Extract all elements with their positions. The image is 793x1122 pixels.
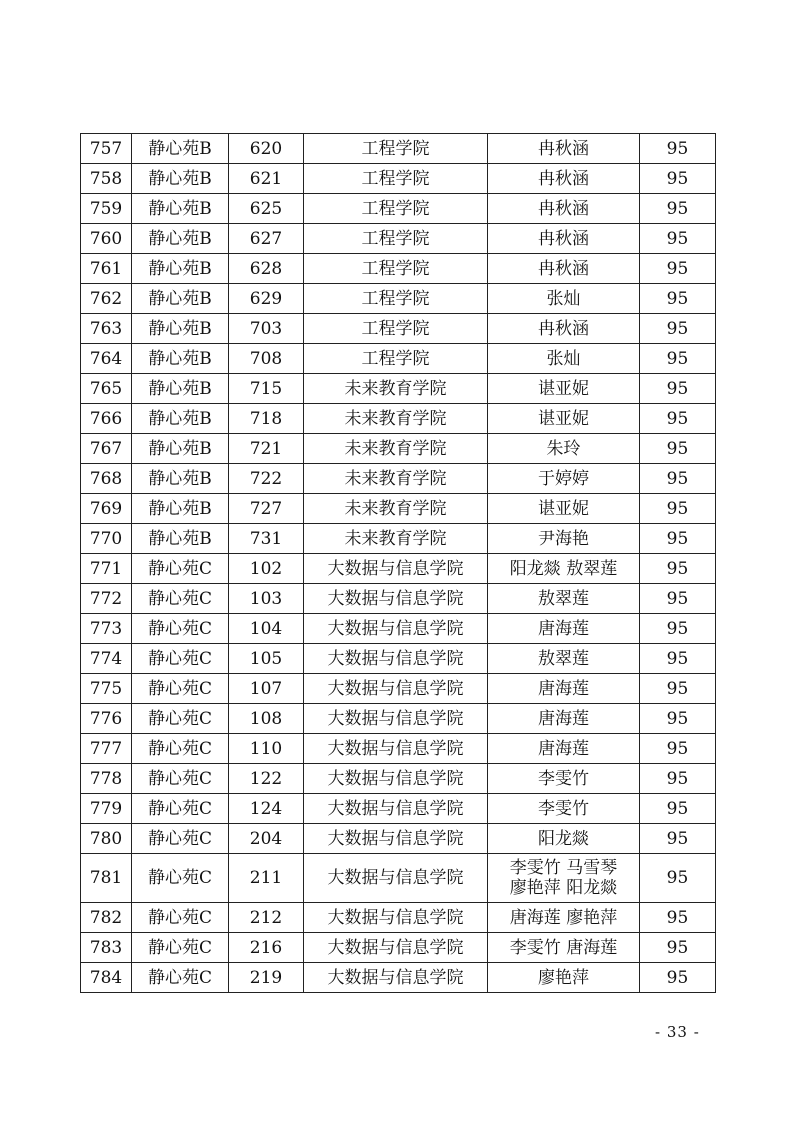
row-number-cell: 770 (81, 524, 132, 554)
table-row (81, 434, 716, 464)
building-cell: 静心苑C (132, 584, 229, 614)
staff-names-cell (488, 344, 640, 374)
table-row (81, 963, 716, 993)
room-cell: 219 (229, 963, 304, 993)
staff-name-line: 廖艳萍 阳龙燚 (509, 878, 618, 898)
room-cell: 124 (229, 794, 304, 824)
row-number-cell: 765 (81, 374, 132, 404)
staff-names-cell (488, 554, 640, 584)
staff-name-line: 冉秋涵 (538, 168, 589, 189)
score-cell: 95 (640, 614, 716, 644)
table-row (81, 314, 716, 344)
staff-names-cell (488, 464, 640, 494)
college-cell: 未来教育学院 (304, 464, 488, 494)
row-number-cell: 764 (81, 344, 132, 374)
college-cell: 大数据与信息学院 (304, 554, 488, 584)
score-cell: 95 (640, 734, 716, 764)
table-row (81, 164, 716, 194)
college-cell: 大数据与信息学院 (304, 794, 488, 824)
staff-name-line: 阳龙燚 敖翠莲 (509, 558, 618, 579)
building-cell: 静心苑C (132, 554, 229, 584)
building-cell: 静心苑B (132, 164, 229, 194)
staff-name-line: 谌亚妮 (538, 378, 589, 399)
staff-names-cell (488, 404, 640, 434)
college-cell: 大数据与信息学院 (304, 824, 488, 854)
staff-names-cell (488, 584, 640, 614)
row-number-cell: 761 (81, 254, 132, 284)
building-cell: 静心苑B (132, 404, 229, 434)
score-cell: 95 (640, 584, 716, 614)
staff-name-line: 冉秋涵 (538, 258, 589, 279)
building-cell: 静心苑B (132, 314, 229, 344)
staff-name-line: 廖艳萍 (538, 967, 589, 988)
college-cell: 工程学院 (304, 344, 488, 374)
score-cell: 95 (640, 224, 716, 254)
staff-names-cell (488, 524, 640, 554)
row-number-cell: 783 (81, 933, 132, 963)
score-cell: 95 (640, 494, 716, 524)
staff-names-cell (488, 164, 640, 194)
room-cell: 731 (229, 524, 304, 554)
score-cell: 95 (640, 554, 716, 584)
row-number-cell: 769 (81, 494, 132, 524)
building-cell: 静心苑C (132, 963, 229, 993)
staff-names-cell (488, 614, 640, 644)
score-cell: 95 (640, 374, 716, 404)
college-cell: 工程学院 (304, 134, 488, 164)
row-number-cell: 777 (81, 734, 132, 764)
college-cell: 大数据与信息学院 (304, 584, 488, 614)
staff-names-cell (488, 284, 640, 314)
staff-name-line: 敖翠莲 (538, 588, 589, 609)
staff-names-cell (488, 134, 640, 164)
room-cell: 718 (229, 404, 304, 434)
college-cell: 大数据与信息学院 (304, 704, 488, 734)
building-cell: 静心苑C (132, 644, 229, 674)
staff-names-cell (488, 933, 640, 963)
building-cell: 静心苑B (132, 134, 229, 164)
college-cell: 工程学院 (304, 254, 488, 284)
staff-names-cell (488, 854, 640, 903)
table-row (81, 584, 716, 614)
building-cell: 静心苑C (132, 854, 229, 903)
row-number-cell: 767 (81, 434, 132, 464)
row-number-cell: 760 (81, 224, 132, 254)
staff-names-cell (488, 674, 640, 704)
building-cell: 静心苑B (132, 284, 229, 314)
row-number-cell: 771 (81, 554, 132, 584)
score-cell: 95 (640, 344, 716, 374)
row-number-cell: 768 (81, 464, 132, 494)
staff-names-cell (488, 254, 640, 284)
staff-name-line: 尹海艳 (538, 528, 589, 549)
staff-name-line: 李雯竹 马雪琴 (509, 858, 618, 878)
room-cell: 110 (229, 734, 304, 764)
room-cell: 212 (229, 903, 304, 933)
row-number-cell: 762 (81, 284, 132, 314)
college-cell: 工程学院 (304, 164, 488, 194)
building-cell: 静心苑C (132, 674, 229, 704)
building-cell: 静心苑B (132, 224, 229, 254)
staff-name-line: 唐海莲 (538, 708, 589, 729)
college-cell: 未来教育学院 (304, 374, 488, 404)
row-number-cell: 778 (81, 764, 132, 794)
college-cell: 大数据与信息学院 (304, 674, 488, 704)
table-row (81, 903, 716, 933)
staff-names-cell (488, 374, 640, 404)
table-row (81, 933, 716, 963)
row-number-cell: 757 (81, 134, 132, 164)
college-cell: 工程学院 (304, 314, 488, 344)
table-row (81, 794, 716, 824)
table-row (81, 614, 716, 644)
row-number-cell: 775 (81, 674, 132, 704)
score-cell: 95 (640, 933, 716, 963)
staff-name-line: 李雯竹 唐海莲 (509, 937, 618, 958)
staff-name-line: 朱玲 (546, 438, 581, 459)
building-cell: 静心苑C (132, 764, 229, 794)
staff-name-line: 李雯竹 (538, 768, 589, 789)
staff-name-line: 阳龙燚 (538, 828, 589, 849)
room-cell: 703 (229, 314, 304, 344)
college-cell: 大数据与信息学院 (304, 644, 488, 674)
building-cell: 静心苑C (132, 704, 229, 734)
staff-name-line: 唐海莲 (538, 738, 589, 759)
building-cell: 静心苑B (132, 464, 229, 494)
building-cell: 静心苑B (132, 254, 229, 284)
building-cell: 静心苑C (132, 614, 229, 644)
room-cell: 216 (229, 933, 304, 963)
staff-names-cell (488, 314, 640, 344)
table-row (81, 644, 716, 674)
room-cell: 722 (229, 464, 304, 494)
college-cell: 大数据与信息学院 (304, 933, 488, 963)
score-cell: 95 (640, 674, 716, 704)
staff-name-line: 李雯竹 (538, 798, 589, 819)
table-row (81, 494, 716, 524)
room-cell: 628 (229, 254, 304, 284)
building-cell: 静心苑C (132, 794, 229, 824)
staff-names-cell (488, 824, 640, 854)
room-cell: 627 (229, 224, 304, 254)
table-row (81, 554, 716, 584)
room-cell: 721 (229, 434, 304, 464)
room-cell: 629 (229, 284, 304, 314)
staff-names-cell (488, 434, 640, 464)
score-cell: 95 (640, 644, 716, 674)
room-cell: 122 (229, 764, 304, 794)
table-row (81, 854, 716, 903)
row-number-cell: 784 (81, 963, 132, 993)
staff-name-line: 于婷婷 (538, 468, 589, 489)
college-cell: 未来教育学院 (304, 434, 488, 464)
room-cell: 103 (229, 584, 304, 614)
table-row (81, 404, 716, 434)
staff-names-cell (488, 734, 640, 764)
staff-name-line: 冉秋涵 (538, 138, 589, 159)
room-cell: 625 (229, 194, 304, 224)
table-row (81, 344, 716, 374)
score-cell: 95 (640, 794, 716, 824)
score-cell: 95 (640, 524, 716, 554)
staff-name-line: 冉秋涵 (538, 198, 589, 219)
room-cell: 211 (229, 854, 304, 903)
staff-name-line: 谌亚妮 (538, 498, 589, 519)
room-cell: 102 (229, 554, 304, 584)
row-number-cell: 773 (81, 614, 132, 644)
building-cell: 静心苑C (132, 933, 229, 963)
staff-names-cell (488, 704, 640, 734)
score-cell: 95 (640, 314, 716, 344)
row-number-cell: 782 (81, 903, 132, 933)
table-row (81, 764, 716, 794)
building-cell: 静心苑C (132, 734, 229, 764)
building-cell: 静心苑B (132, 374, 229, 404)
room-cell: 107 (229, 674, 304, 704)
room-cell: 104 (229, 614, 304, 644)
building-cell: 静心苑C (132, 824, 229, 854)
row-number-cell: 763 (81, 314, 132, 344)
staff-name-line: 冉秋涵 (538, 228, 589, 249)
room-cell: 105 (229, 644, 304, 674)
table-row (81, 674, 716, 704)
staff-names-cell (488, 224, 640, 254)
table-row (81, 524, 716, 554)
table-body (81, 134, 716, 993)
staff-name-line: 张灿 (546, 348, 581, 369)
score-cell: 95 (640, 764, 716, 794)
staff-names-cell (488, 494, 640, 524)
room-cell: 715 (229, 374, 304, 404)
staff-name-line: 张灿 (546, 288, 581, 309)
score-cell: 95 (640, 164, 716, 194)
building-cell: 静心苑B (132, 494, 229, 524)
page-number: - 33 - (655, 1023, 700, 1041)
table-row (81, 464, 716, 494)
score-cell: 95 (640, 464, 716, 494)
row-number-cell: 774 (81, 644, 132, 674)
row-number-cell: 776 (81, 704, 132, 734)
college-cell: 工程学院 (304, 194, 488, 224)
row-number-cell: 758 (81, 164, 132, 194)
table-row (81, 224, 716, 254)
score-cell: 95 (640, 254, 716, 284)
table-row (81, 734, 716, 764)
room-cell: 204 (229, 824, 304, 854)
score-cell: 95 (640, 963, 716, 993)
building-cell: 静心苑B (132, 344, 229, 374)
row-number-cell: 781 (81, 854, 132, 903)
table-row (81, 374, 716, 404)
college-cell: 工程学院 (304, 284, 488, 314)
staff-name-line: 冉秋涵 (538, 318, 589, 339)
building-cell: 静心苑C (132, 903, 229, 933)
staff-names-cell (488, 963, 640, 993)
staff-name-line: 谌亚妮 (538, 408, 589, 429)
staff-names-cell (488, 644, 640, 674)
building-cell: 静心苑B (132, 194, 229, 224)
college-cell: 大数据与信息学院 (304, 963, 488, 993)
score-cell: 95 (640, 434, 716, 464)
room-cell: 108 (229, 704, 304, 734)
row-number-cell: 780 (81, 824, 132, 854)
college-cell: 未来教育学院 (304, 494, 488, 524)
table-row (81, 284, 716, 314)
score-cell: 95 (640, 404, 716, 434)
room-cell: 727 (229, 494, 304, 524)
staff-names-cell (488, 794, 640, 824)
score-cell: 95 (640, 134, 716, 164)
row-number-cell: 766 (81, 404, 132, 434)
staff-names-cell (488, 194, 640, 224)
staff-name-line: 唐海莲 (538, 618, 589, 639)
table-row (81, 704, 716, 734)
staff-names-cell (488, 903, 640, 933)
table-row (81, 194, 716, 224)
college-cell: 大数据与信息学院 (304, 764, 488, 794)
score-cell: 95 (640, 194, 716, 224)
table-row (81, 134, 716, 164)
table-row (81, 824, 716, 854)
score-cell: 95 (640, 704, 716, 734)
score-cell: 95 (640, 284, 716, 314)
building-cell: 静心苑B (132, 434, 229, 464)
college-cell: 工程学院 (304, 224, 488, 254)
row-number-cell: 779 (81, 794, 132, 824)
staff-names-cell (488, 764, 640, 794)
row-number-cell: 759 (81, 194, 132, 224)
room-cell: 621 (229, 164, 304, 194)
college-cell: 未来教育学院 (304, 404, 488, 434)
score-cell: 95 (640, 903, 716, 933)
score-cell: 95 (640, 854, 716, 903)
room-cell: 620 (229, 134, 304, 164)
building-cell: 静心苑B (132, 524, 229, 554)
table-row (81, 254, 716, 284)
college-cell: 大数据与信息学院 (304, 614, 488, 644)
dormitory-score-table (80, 133, 716, 993)
staff-name-line: 唐海莲 廖艳萍 (509, 907, 618, 928)
college-cell: 大数据与信息学院 (304, 734, 488, 764)
staff-name-line: 唐海莲 (538, 678, 589, 699)
score-cell: 95 (640, 824, 716, 854)
college-cell: 未来教育学院 (304, 524, 488, 554)
college-cell: 大数据与信息学院 (304, 854, 488, 903)
room-cell: 708 (229, 344, 304, 374)
college-cell: 大数据与信息学院 (304, 903, 488, 933)
staff-name-line: 敖翠莲 (538, 648, 589, 669)
row-number-cell: 772 (81, 584, 132, 614)
